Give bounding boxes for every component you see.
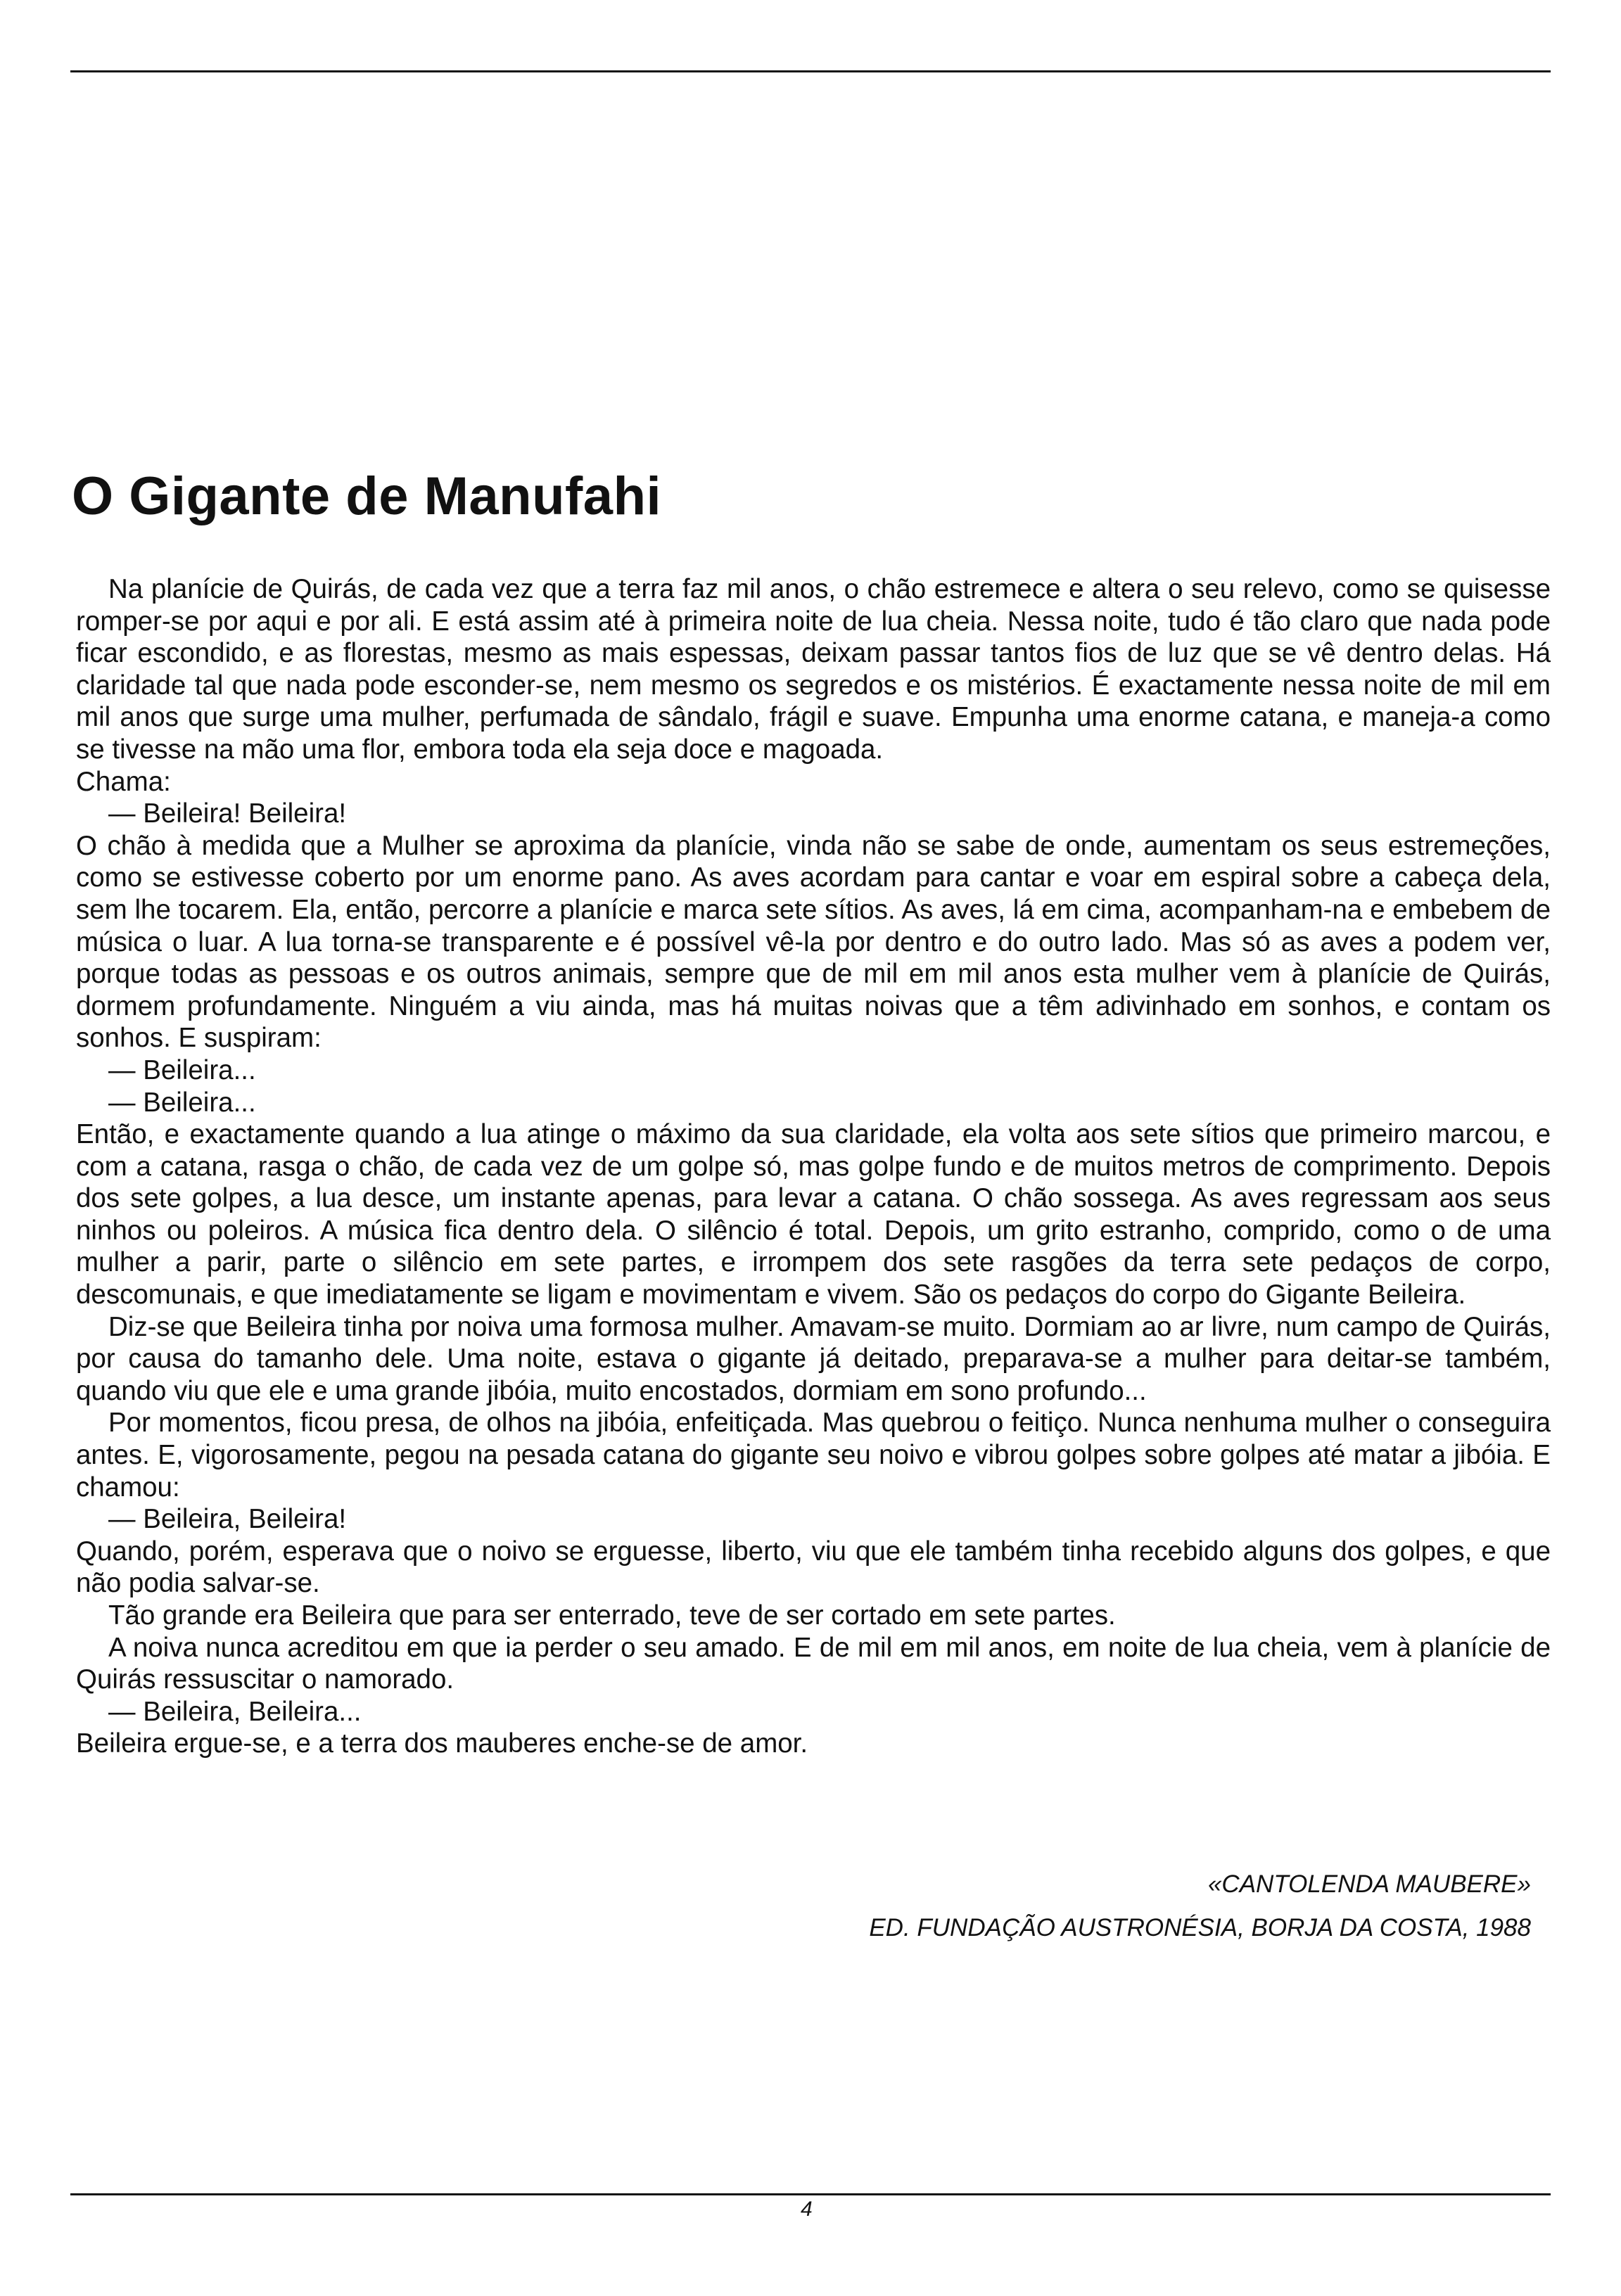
dialogue-line-1: — Beileira! Beileira! — [108, 798, 347, 829]
top-rule — [70, 70, 1551, 72]
page-number: 4 — [801, 2198, 813, 2221]
dialogue-line-4: — Beileira, Beileira! — [108, 1504, 347, 1535]
dialogue-line-3: — Beileira... — [108, 1087, 256, 1118]
source-citation — [869, 1863, 1531, 1950]
paragraph-8: Tão grande era Beileira que para ser enterrado, teve de ser cortado em sete partes. — [108, 1600, 1116, 1631]
page-title: O Gigante de Manufahi — [72, 466, 662, 526]
paragraph-5: Diz-se que Beileira tinha por noiva uma formosa mulher. Amavam-se muito. Dormiam ao ar livre, num campo de Quirás, por causa do tamanho dele. Uma noite, estava o gigante já deitado, preparava-se a mulher para deitar-se também, quando viu que ele e uma grande jibóia, muito encostados, dormiam em sono profundo... — [76, 1311, 1551, 1406]
dialogue-line-5: — Beileira, Beileira... — [108, 1696, 362, 1727]
paragraph-3: O chão à medida que a Mulher se aproxima da planície, vinda não se sabe de onde, aumentam os seus estremeções, como se estivesse coberto por um enorme pano. As aves acordam para cantar e voar em espiral sobre a cabeça dela, sem lhe tocarem. Ela, então, percorre a planície e marca sete sítios. As aves, lá em cima, acompanham-na e embebem de música o luar. A lua torna-se transparente e é possível vê-la por dentro e do outro lado. Mas só as aves a podem ver, porque todas as pessoas e os outros animais, sempre que de mil em mil anos esta mulher vem à planície de Quirás, dormem profundamente. Ninguém a viu ainda, mas há muitas noivas que a têm adivinhado em sonhos, e contam os sonhos. E suspiram: — [76, 830, 1551, 1054]
paragraph-7: Quando, porém, esperava que o noivo se erguesse, liberto, viu que ele também tinha recebido alguns dos golpes, e que não podia salvar-se. — [76, 1536, 1551, 1599]
bottom-rule — [70, 2193, 1551, 2195]
paragraph-2: Chama: — [76, 766, 171, 797]
paragraph-4: Então, e exactamente quando a lua atinge o máximo da sua claridade, ela volta aos sete sítios que primeiro marcou, e com a catana, rasga o chão, de cada vez de um golpe só, mas golpe fundo e de muitos metros de comprimento. Depois dos sete golpes, a lua desce, um instante apenas, para levar a catana. O chão sossega. As aves regressam aos seus ninhos ou poleiros. A música fica dentro dela. O silêncio é total. Depois, um grito estranho, comprido, como o de uma mulher a parir, parte o silêncio em sete partes, e irrompem dos sete rasgões da terra sete pedaços de corpo, descomunais, e que imediatamente se ligam e movimentam e vivem. São os pedaços do corpo do Gigante Beileira. — [76, 1119, 1551, 1310]
source-work: «CANTOLENDA MAUBERE» — [1207, 1870, 1531, 1898]
paragraph-9: A noiva nunca acreditou em que ia perder o seu amado. E de mil em mil anos, em noite de lua cheia, vem à planície de Quirás ressuscitar o namorado. — [76, 1632, 1551, 1695]
paragraph-1: Na planície de Quirás, de cada vez que a terra faz mil anos, o chão estremece e altera o seu relevo, como se quisesse romper-se por aqui e por ali. E está assim até à primeira noite de lua cheia. Nessa noite, tudo é tão claro que nada pode ficar escondido, e as florestas, mesmo as mais espessas, deixam passar tantos fios de luz que se vê dentro delas. Há claridade tal que nada pode esconder-se, nem mesmo os segredos e os mistérios. É exactamente nessa noite de mil em mil anos que surge uma mulher, perfumada de sândalo, frágil e suave. Empunha uma enorme catana, e maneja-a como se tivesse na mão uma flor, embora toda ela seja doce e magoada. — [76, 574, 1551, 765]
paragraph-6: Por momentos, ficou presa, de olhos na jibóia, enfeitiçada. Mas quebrou o feitiço. Nunca nenhuma mulher o conseguira antes. E, vigorosamente, pegou na pesada catana do gigante seu noivo e vibrou golpes sobre golpes até matar a jibóia. E chamou: — [76, 1408, 1551, 1503]
story-body — [76, 573, 1551, 1760]
source-publisher: ED. FUNDAÇÃO AUSTRONÉSIA, BORJA DA COSTA, 1988 — [869, 1914, 1531, 1941]
dialogue-line-2: — Beileira... — [108, 1054, 256, 1085]
paragraph-10: Beileira ergue-se, e a terra dos mauberes enche-se de amor. — [76, 1728, 808, 1759]
